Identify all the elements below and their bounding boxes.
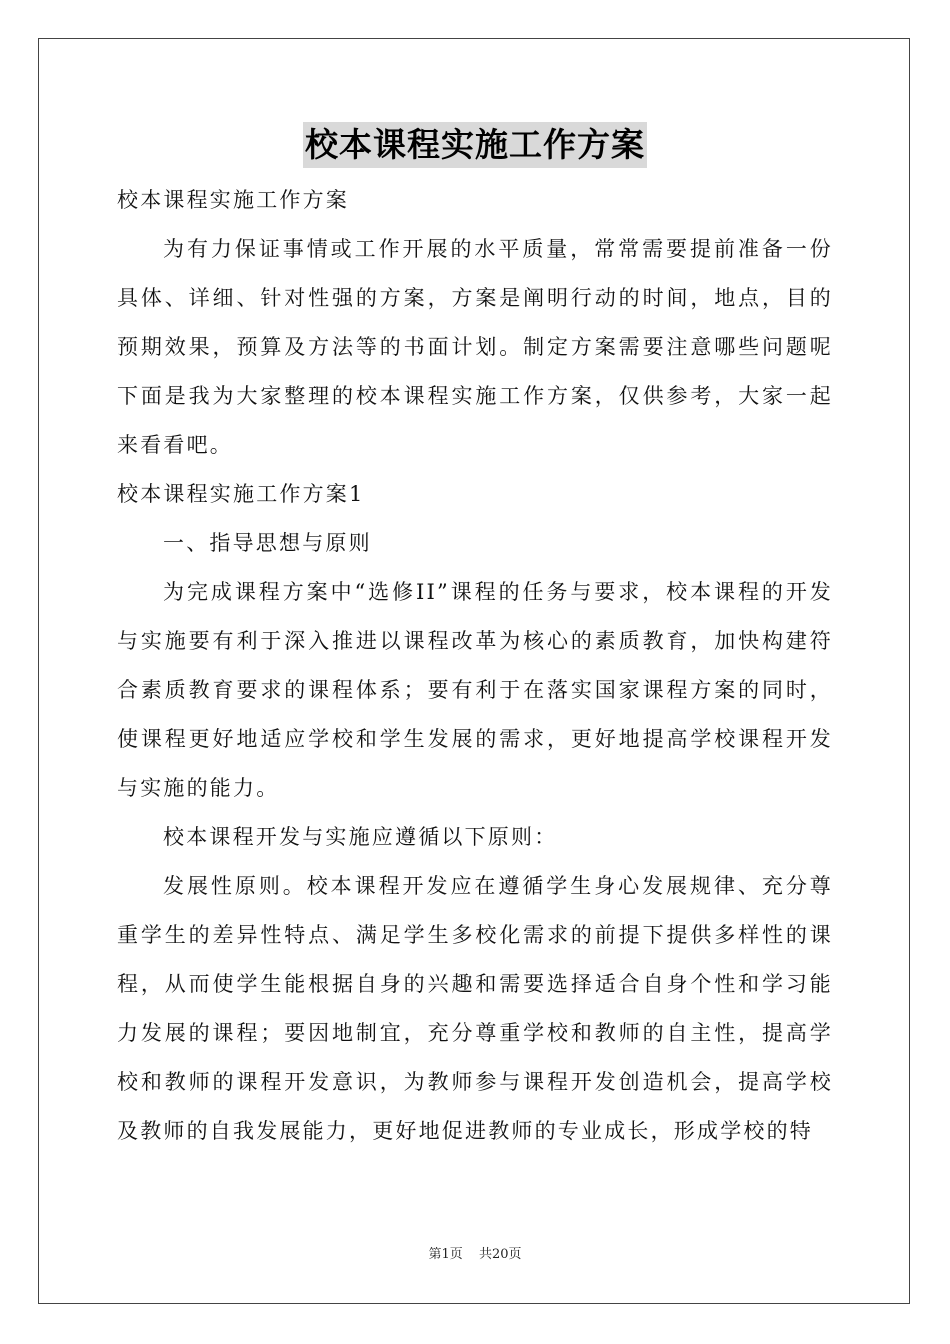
heading-guiding-principles: 一、指导思想与原则	[163, 531, 372, 555]
document-body	[117, 176, 833, 1156]
section-1-title: 校本课程实施工作方案1	[117, 482, 365, 506]
paragraph-course-goals: 为完成课程方案中“选修II”课程的任务与要求，校本课程的开发与实施要有利于深入推进以课程改革为核心的素质教育，加快构建符合素质教育要求的课程体系；要有利于在落实国家课程方案的同时，使课程更好地适应学校和学生发展的需求，更好地提高学校课程开发与实施的能力。	[117, 580, 833, 800]
title-container	[0, 122, 950, 168]
page-footer	[0, 1246, 950, 1264]
document-title: 校本课程实施工作方案	[303, 122, 647, 168]
paragraph-principles-intro: 校本课程开发与实施应遵循以下原则：	[163, 825, 558, 849]
intro-paragraph: 为有力保证事情或工作开展的水平质量，常常需要提前准备一份具体、详细、针对性强的方案，方案是阐明行动的时间，地点，目的预期效果，预算及方法等的书面计划。制定方案需要注意哪些问题呢下面是我为大家整理的校本课程实施工作方案，仅供参考，大家一起来看看吧。	[117, 237, 833, 457]
paragraph-development-principle: 发展性原则。校本课程开发应在遵循学生身心发展规律、充分尊重学生的差异性特点、满足学生多校化需求的前提下提供多样性的课程，从而使学生能根据自身的兴趣和需要选择适合自身个性和学习能力发展的课程；要因地制宜，充分尊重学校和教师的自主性，提高学校和教师的课程开发意识，为教师参与课程开发创造机会，提高学校及教师的自我发展能力，更好地促进教师的专业成长，形成学校的特	[117, 874, 833, 1143]
page-number: 第1页	[428, 1247, 463, 1262]
document-subtitle: 校本课程实施工作方案	[117, 188, 349, 212]
page-total: 共20页	[478, 1247, 522, 1262]
